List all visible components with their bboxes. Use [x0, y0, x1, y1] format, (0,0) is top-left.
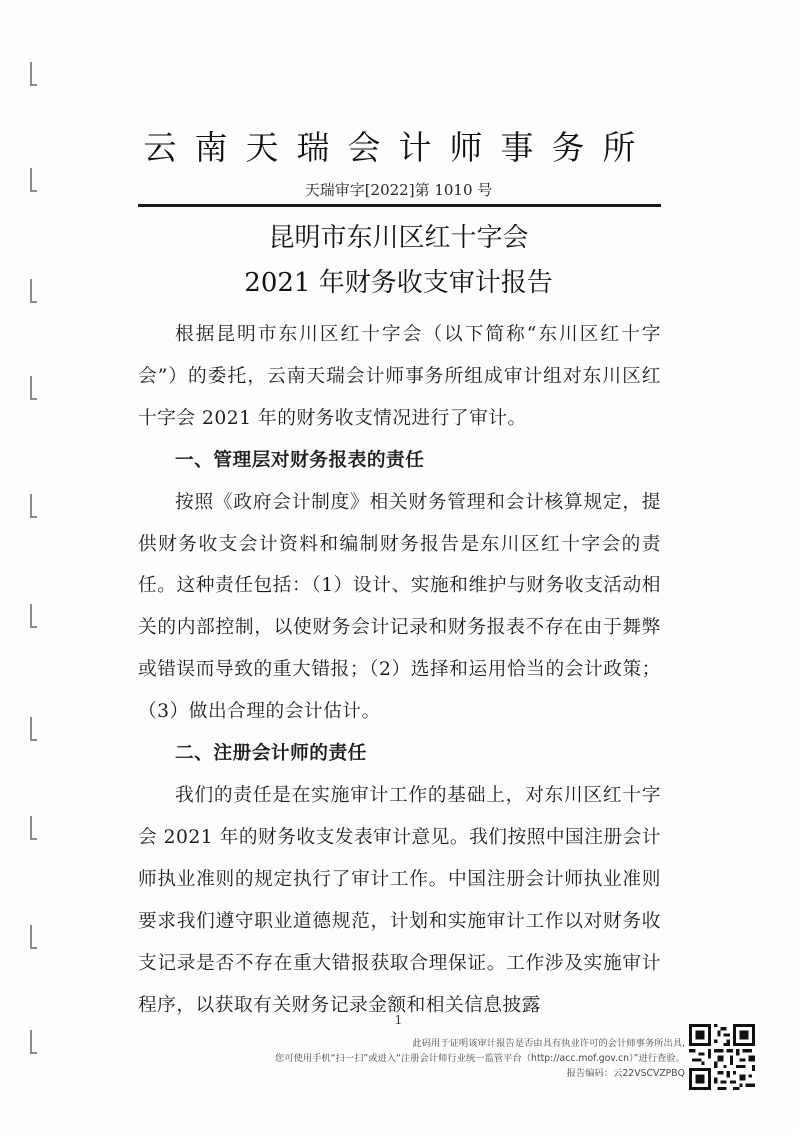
binding-mark-icon — [30, 494, 37, 518]
report-body — [138, 314, 661, 1026]
binding-mark-icon — [30, 925, 37, 949]
report-number: 天瑞审字[2022]第 1010 号 — [304, 181, 493, 199]
binding-mark-icon — [30, 717, 37, 741]
binding-mark-icon — [30, 376, 37, 400]
footer-line2: 您可使用手机“扫一扫”或进入“注册会计师行业统一监管平台（http://acc.mof.gov.cn）”进行查验。 — [274, 1053, 685, 1064]
footer-line3: 报告编码：云22VSCVZPBQ — [566, 1068, 685, 1079]
qr-code-icon — [689, 1024, 755, 1090]
footer-line1: 此码用于证明该审计报告是否由具有执业许可的会计师事务所出具, — [412, 1038, 685, 1049]
binding-mark-icon — [30, 816, 37, 840]
header-divider — [138, 204, 661, 207]
binding-mark-icon — [30, 604, 37, 628]
firm-name: 云南天瑞会计师事务所 — [143, 128, 654, 167]
section1-paragraph: 按照《政府会计制度》相关财务管理和会计核算规定，提供财务收支会计资料和编制财务报告是东川区红十字会的责任。这种责任包括：（1）设计、实施和维护与财务收支活动相关的内部控制，以使财务会计记录和财务报表不存在由于舞弊或错误而导致的重大错报；（2）选择和运用恰当的会计政策；（3）做出合理的会计估计。 — [138, 491, 661, 723]
page-number: 1 — [394, 1013, 403, 1027]
report-title-line1: 昆明市东川区红十字会 — [268, 223, 529, 253]
section2-heading: 二、注册会计师的责任 — [175, 743, 367, 765]
intro-paragraph: 根据昆明市东川区红十字会（以下简称“东川区红十字会”）的委托，云南天瑞会计师事务所组成审计组对东川区红十字会 2021 年的财务收支情况进行了审计。 — [138, 324, 661, 429]
verification-footer — [275, 1036, 685, 1081]
section2-paragraph: 我们的责任是在实施审计工作的基础上，对东川区红十字会 2021 年的财务收支发表审计意见。我们按照中国注册会计师执业准则的规定执行了审计工作。中国注册会计师执业准则要求我们遵守职业道德规范，计划和实施审计工作以对财务收支记录是否不存在重大错报获取合理保证。工作涉及实施审计程序，以获取有关财务记录金额和相关信息披露 — [138, 784, 661, 1016]
binding-mark-icon — [30, 1030, 37, 1054]
report-title-line2: 2021 年财务收支审计报告 — [244, 268, 553, 298]
section1-heading: 一、管理层对财务报表的责任 — [175, 449, 425, 471]
binding-mark-icon — [30, 62, 37, 86]
